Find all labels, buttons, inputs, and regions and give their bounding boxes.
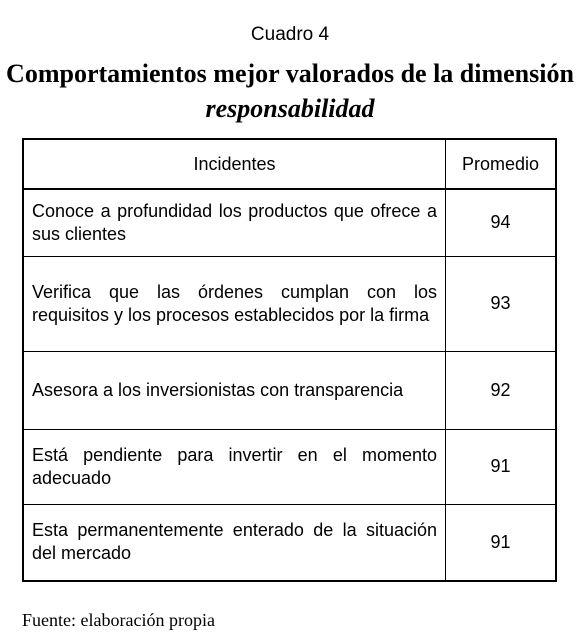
table-row [23,504,556,581]
average-cell: 93 [446,256,557,351]
table-title [0,56,580,126]
incident-cell: Verifica que las órdenes cumplan con los requisitos y los procesos establecidos por la firma [23,256,446,351]
header-average: Promedio [446,139,557,189]
behaviors-table [22,138,557,582]
table-title-emphasis: responsabilidad [205,94,375,123]
incident-cell: Asesora a los inversionistas con transparencia [23,351,446,429]
average-cell: 91 [446,429,557,504]
table-row [23,256,556,351]
table-row [23,351,556,429]
incident-cell: Está pendiente para invertir en el momento adecuado [23,429,446,504]
table-title-main: Comportamientos mejor valorados de la dimensión [6,59,574,88]
incident-cell: Conoce a profundidad los productos que ofrece a sus clientes [23,189,446,256]
table-caption-label: Cuadro 4 [250,24,330,45]
average-cell: 91 [446,504,557,581]
header-incidents: Incidentes [23,139,446,189]
table-header-row [23,139,556,189]
source-note: Fuente: elaboración propia [22,610,215,630]
table-row [23,189,556,256]
average-cell: 94 [446,189,557,256]
average-cell: 92 [446,351,557,429]
incident-cell: Esta permanentemente enterado de la situación del mercado [23,504,446,581]
table-row [23,429,556,504]
